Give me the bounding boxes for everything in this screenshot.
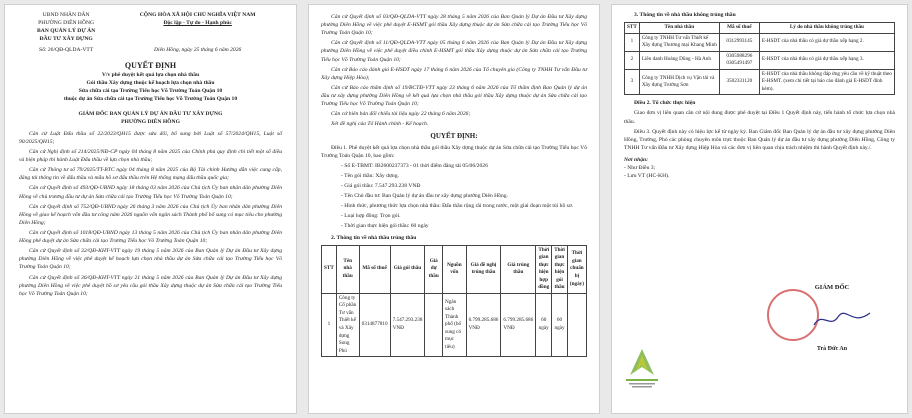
table-cell: 3502331120 [719,69,759,95]
document-title: QUYẾT ĐỊNH [124,60,177,70]
table-header-cell: Thời gian thực hiện gói thầu [552,245,568,293]
table-cell: Liên danh Hoàng Dũng - Hà Anh [639,51,719,69]
table-cell: 0314877810 [359,293,390,356]
basis-paragraph: Căn cứ Luật Đấu thầu số 22/2023/QH15 được sửa đổi, bổ sung bởi Luật số 57/2024/QH15, Luật số 90/2025/QH15; [19,130,282,145]
table-header-cell: Giá đề nghị trúng thầu [466,245,501,293]
table-cell: 6.799.285.686 VNĐ [501,293,536,356]
section-3-heading: 3. Thông tin về nhà thầu không trúng thầu [634,12,736,18]
agency-line-3: BAN QUẢN LÝ DỰ ÁN [37,28,96,35]
table-cell [425,293,443,356]
nation-line-2: Độc lập - Tự do - Hạnh phúc [163,20,232,27]
article-3-text: Điều 3. Quyết định này có hiệu lực kể từ ngày ký. Ban Giám đốc Ban Quản lý dự án đầu tư xây dựng phường Diên Hồng, Trưởng, Phó các phòng chuyên môn trực thuộc Ban Quản lý dự án đầu tư xây dựng phường Diên Hồng, Công ty TNHH Tư vấn Đầu tư Xây dựng Hiệp Hòa và các đơn vị liên quan chịu trách nhiệm thi hành Quyết định này./. [624,128,895,151]
recipients [624,156,744,180]
table-row [625,51,895,69]
table-row [625,33,895,51]
winner-table [321,245,587,357]
table-cell: 7.547.293.238 VNĐ [390,293,425,356]
subject-line-4: thuộc dự án Sửa chữa cải tạo Trường Tiểu học Võ Trường Toản Quận 10 [63,96,238,103]
recipient-item: - Như Điều 3; [624,165,656,172]
table-cell: Công ty TNHH Dịch vụ Vận tải và Xây dựng Trường Sơn [639,69,719,95]
table-cell: 0312993145 [719,33,759,51]
document-number: Số: 26/QĐ-QLDA-VTT [39,47,94,54]
page-2 [308,4,600,414]
agency-header [19,11,113,43]
basis-paragraph: Căn cứ Thông tư số 79/2025/TT-BTC ngày 04 tháng 8 năm 2025 của Bộ Tài chính Hướng dẫn việc cung cấp, đăng tải thông tin về đấu thầu và mẫu hồ sơ đấu thầu trên Hệ thống mạng đấu thầu quốc gia; [19,167,282,182]
recipients-heading: Nơi nhận: [624,157,648,164]
agency-line-4: ĐẦU TƯ XÂY DỰNG [39,36,93,43]
director-line-2: PHƯỜNG DIÊN HỒNG [121,118,180,125]
subject-line-3: Sửa chữa cải tạo Trường Tiểu học Võ Trường Toản Quận 10 [78,88,223,95]
table-header-cell: Giá trúng thầu [501,245,536,293]
article-1-item: - Giá gói thầu: 7.547.293.238 VNĐ [341,183,421,189]
basis-paragraph: Xét đề nghị của Tổ Hành chính - Kế hoạch. [331,121,429,128]
table-header-cell: STT [322,245,337,293]
basis-paragraph: Căn cứ Báo cáo đánh giá E-HSDT ngày 17 tháng 6 năm 2026 của Tổ chuyên gia (Công ty TNHH Tư vấn Đầu tư Xây dựng Hiệp Hòa); [321,66,587,81]
table-header-cell: Giá dự thầu [425,245,443,293]
table-cell: E-HSDT của nhà thầu có giá dự thầu xếp hạng 3. [759,51,894,69]
table-header-cell: Mã số thuế [359,245,390,293]
decision-heading: QUYẾT ĐỊNH: [430,132,478,141]
agency-line-1: UBND NHÂN DÂN [42,12,90,18]
page-1 [4,4,297,414]
table-header-row [322,245,587,293]
basis-paragraph: Căn cứ Quyết định số 752/QĐ-UBND ngày 26 tháng 3 năm 2026 của Chủ tịch Ủy ban nhân dân phường Diên Hồng về giao kế hoạch vốn đầu tư công năm 2026 nguồn vốn ngân sách Thành phố bổ sung có mục tiêu cho phường Diên Hồng; [19,203,282,226]
section-2-heading: 2. Thông tin về nhà thầu trúng thầu [331,234,417,241]
basis-paragraph: Căn cứ biên bản đối chiếu tài liệu ngày 22 tháng 6 năm 2026; [331,111,471,118]
table-cell: 1 [322,293,337,356]
table-cell: 60 ngày [552,293,568,356]
number-date-row [19,46,282,54]
handwritten-signature [812,309,872,331]
subject-line-1: V/v phê duyệt kết quả lựa chọn nhà thầu [101,72,200,79]
signer-title: GIÁM ĐỐC [814,284,850,291]
table-header-row [625,23,895,34]
table-row [322,293,587,356]
article-1-item: - Thời gian thực hiện gói thầu: 60 ngày [341,223,429,230]
basis-paragraph: Căn cứ Quyết định số 493/QĐ-UBND ngày 18 tháng 03 năm 2026 của Chủ tịch Ủy ban nhân dân phường Diên Hồng về chủ trương đầu tư dự án Sửa chữa cải tạo Trường Tiểu học Võ Trường Toản Quận 10; [19,185,282,200]
nation-line-1: CỘNG HÒA XÃ HỘI CHỦ NGHĨA VIỆT NAM [139,12,256,18]
article-1-item: - Tên Chủ đầu tư: Ban Quản lý dự án đầu tư xây dựng phường Diên Hồng. [341,193,509,200]
table-header-cell: Thời gian thực hiện hợp đồng [536,245,552,293]
table-cell: Công ty Cổ phần Tư vấn Thiết kế và Xây dựng Song Phú [336,293,359,356]
table-cell: 0305988296 0305491497 [719,51,759,69]
table-cell [567,293,586,356]
page-1-header [19,11,282,43]
nation-header [113,11,282,43]
article-1-item: - Hình thức, phương thức lựa chọn nhà thầu: Đấu thầu rộng rãi trong nước, một giai đoạn một túi hồ sơ. [341,203,574,210]
table-header-cell: Tên nhà thầu [639,23,719,34]
basis-paragraph: Căn cứ Quyết định số 1018/QĐ-UBND ngày 13 tháng 5 năm 2026 của Chủ tịch Ủy ban nhân dân phường Diên Hồng phê duyệt dự án Sửa chữa cải tạo Trường Tiểu học Võ Trường Toản Quận 10; [19,230,282,245]
table-cell: 60 ngày [536,293,552,356]
article-1-item: - Tên gói thầu: Xây dựng. [341,172,399,179]
table-cell: 2 [625,51,640,69]
basis-paragraph: Căn cứ Nghị định số 214/2025/NĐ-CP ngày 04 tháng 8 năm 2025 của Chính phủ quy định chi tiết một số điều và biện pháp thi hành Luật Đấu thầu về lựa chọn nhà thầu; [19,149,282,164]
signer-name: Trà Đức An [816,346,848,352]
basis-paragraph: Căn cứ Quyết định số 36/QĐ-KHT-VTT ngày 21 tháng 5 năm 2026 của Ban Quản lý Dự án Đầu tư Xây dựng phường Diên Hồng về việc phê duyệt hồ sơ yêu cầu gói thầu Xây dựng thuộc dự án Sửa chữa cải tạo Trường Tiểu học Võ Trường Toản Quận 10; [19,274,282,297]
table-cell: E-HSDT của nhà thầu không đáp ứng yêu cầu về kỹ thuật theo E-HSMT. (xem chi tiết tại báo cáo đánh giá E-HSDT đính kèm). [759,69,894,95]
director-line-1: GIÁM ĐỐC BAN QUẢN LÝ DỰ ÁN ĐẦU TƯ XÂY DỰNG [78,110,223,117]
table-header-cell: Thời gian chuẩn bị (ngày) [567,245,586,293]
table-header-cell: STT [625,23,640,34]
table-header-cell: Mã số thuế [719,23,759,34]
article-2-text: Giao đơn vị liên quan căn cứ nội dung được phê duyệt tại Điều 1 Quyết định này, tiến hành tổ chức lựa chọn nhà thầu. [624,110,895,125]
table-cell: E-HSDT của nhà thầu có giá dự thầu xếp hạng 2. [759,33,894,51]
table-header-cell: Lý do nhà thầu không trúng thầu [759,23,894,34]
subject-line-2: Gói thầu Xây dựng thuộc kế hoạch lựa chọn nhà thầu [86,80,215,87]
basis-paragraph: Căn cứ Quyết định số 11/QĐ-QLDA-VTT ngày 05 tháng 6 năm 2026 của Ban Quản lý Dự án Đầu tư Xây dựng phường Diên Hồng về việc phê duyệt điều chỉnh E-HSMT gói thầu Xây dựng thuộc dự án Sửa chữa cải tạo Trường Tiểu học Võ Trường Toản Quận 10; [321,40,587,63]
table-cell: 3 [625,69,640,95]
agency-line-2: PHƯỜNG DIÊN HỒNG [38,20,95,27]
page-3 [611,4,908,414]
table-header-cell: Tên nhà thầu [336,245,359,293]
table-cell: 6.799.285.686 VNĐ [466,293,501,356]
recipient-item: - Lưu VT (HC-KH). [624,173,670,180]
table-row [625,69,895,95]
table-cell: Công ty TNHH Tư vấn Thiết kế Xây dựng Thương mại Khang Minh [639,33,719,51]
table-cell: Ngân sách Thành phố (bổ sung có mục tiêu) [443,293,467,356]
basis-paragraph: Căn cứ Báo cáo thẩm định số 19/BCTĐ-VTT ngày 23 tháng 6 năm 2026 của Tổ thẩm định Ban Quản lý dự án đầu tư xây dựng phường Diên Hồng về kết quả lựa chọn nhà thầu gói thầu Xây dựng thuộc dự án Sửa chữa cải tạo Trường Tiểu học Võ Trường Toản Quận 10; [321,84,587,108]
article-1-item: - Số E-TBMT: IB2600237373 - 01 thời điểm đăng tải 05/06/2026 [341,162,488,169]
basis-paragraph: Căn cứ Quyết định số 03/QĐ-QLDA-VTT ngày 28 tháng 5 năm 2026 của Ban Quản lý Dự án Đầu tư Xây dựng phường Diên Hồng về việc phê duyệt E-HSMT gói thầu Xây dựng thuộc dự án Sửa chữa cải tạo Trường Tiểu học Võ Trường Toản Quận 10; [321,14,587,37]
article-1: Điều 1. Phê duyệt kết quả lựa chọn nhà thầu gói thầu Xây dựng thuộc dự án Sửa chữa cải tạo Trường Tiểu học Võ Trường Toản Quận 10, bao gồm: [321,144,587,159]
basis-paragraph: Căn cứ Quyết định số 32/QĐ-KHT-VTT ngày 19 tháng 5 năm 2026 của Ban Quản lý Dự án Đầu tư Xây dựng phường Diên Hồng về việc phê duyệt kế hoạch lựa chọn nhà thầu dự án Sửa chữa cải tạo Trường Tiểu học Võ Trường Toản Quận 10; [19,248,282,271]
loser-table [624,22,895,95]
document-date: Diên Hồng, ngày 25 tháng 6 năm 2026 [153,47,242,54]
table-cell: 1 [625,33,640,51]
article-2-heading: Điều 2. Tổ chức thực hiện [634,100,696,107]
table-header-cell: Nguồn vốn [443,245,467,293]
table-header-cell: Giá gói thầu [390,245,425,293]
watermark-logo [620,345,664,391]
article-1-item: - Loại hợp đồng: Trọn gói. [341,213,401,220]
